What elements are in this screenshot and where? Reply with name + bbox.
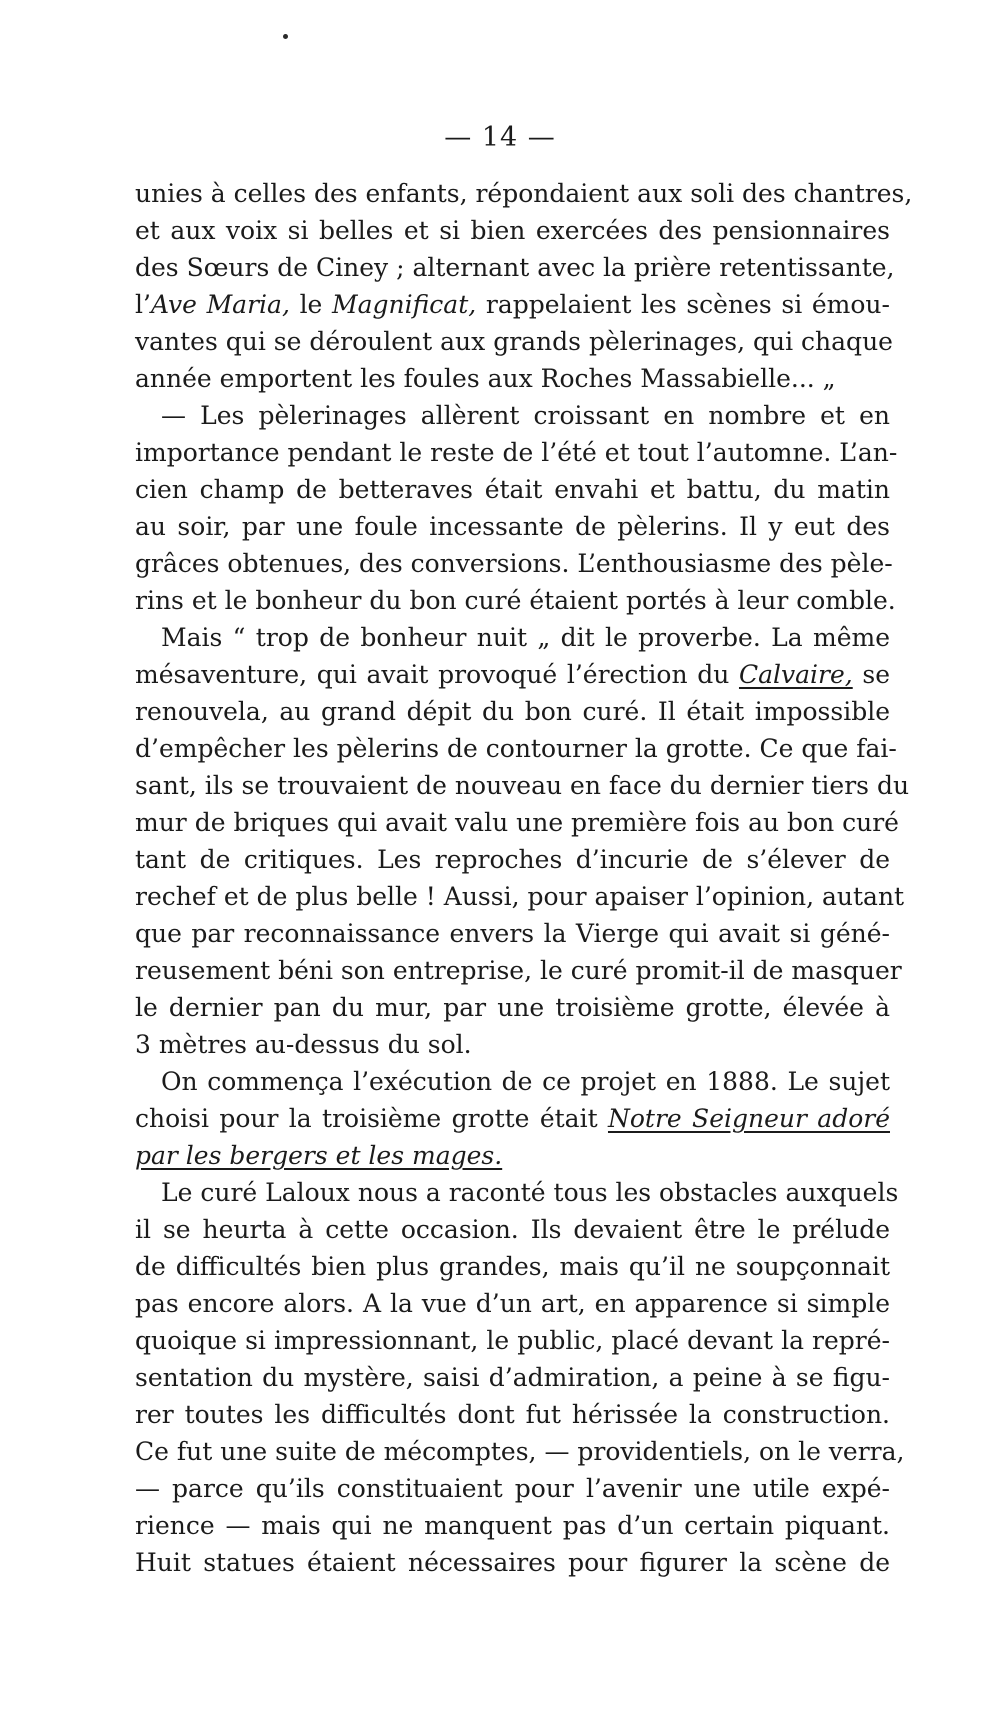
text-line [135,1470,890,1507]
text-line [135,841,890,878]
text-segment: de difficultés bien plus grandes, mais qu’il ne soupçonnait [135,1252,890,1281]
text-line [135,360,890,397]
italic-text-segment: Calvaire, [738,660,853,689]
text-segment: grâces obtenues, des conversions. L’enthousiasme des pèle- [135,549,893,578]
text-segment: et aux voix si belles et si bien exercées des pensionnaires [135,216,890,245]
text-line [135,656,890,693]
text-line [135,1063,890,1100]
text-line [135,1100,890,1137]
text-line [135,471,890,508]
text-segment: se [852,660,890,689]
text-line [135,212,890,249]
text-line [135,1544,890,1581]
text-segment: mésaventure, qui avait provoqué l’érection du [135,660,739,689]
text-segment: renouvela, au grand dépit du bon curé. Il était impossible [135,697,890,726]
text-line [135,249,895,286]
text-segment: Le curé Laloux nous a raconté tous les obstacles auxquels [161,1178,899,1207]
italic-text-segment: par les bergers et les mages. [135,1141,503,1170]
text-segment: rience — mais qui ne manquent pas d’un certain piquant. [135,1511,890,1540]
text-line [135,804,899,841]
text-segment: année emportent les foules aux Roches Massabielle... „ [135,364,836,393]
text-line [135,397,890,434]
text-line [135,1026,890,1063]
ink-speck [283,34,288,39]
text-segment: des Sœurs de Ciney ; alternant avec la prière retentissante, [135,253,895,282]
text-line [135,1322,890,1359]
text-line [135,323,893,360]
text-segment: 3 mètres au-dessus du sol. [135,1030,472,1059]
italic-text-segment: Magnificat, [332,290,477,319]
text-segment: le dernier pan du mur, par une troisième grotte, élevée à [135,993,890,1022]
text-segment: Ce fut une suite de mécomptes, — providentiels, on le verra, [135,1437,905,1466]
text-line [135,989,890,1026]
text-line [135,1174,899,1211]
text-segment: mur de briques qui avait valu une première fois au bon curé [135,808,899,837]
text-segment: d’empêcher les pèlerins de contourner la grotte. Ce que fai- [135,734,897,763]
text-line [135,508,890,545]
text-segment: sentation du mystère, saisi d’admiration, a peine à se figu- [135,1363,890,1392]
text-line [135,619,890,656]
text-segment: il se heurta à cette occasion. Ils devaient être le prélude [135,1215,890,1244]
text-segment: — Les pèlerinages allèrent croissant en nombre et en [161,401,890,430]
text-segment: rer toutes les difficultés dont fut hérissée la construction. [135,1400,890,1429]
text-segment: au soir, par une foule incessante de pèlerins. Il y eut des [135,512,890,541]
text-line [135,952,902,989]
text-segment: que par reconnaissance envers la Vierge qui avait si géné- [135,919,890,948]
text-line [135,1285,890,1322]
text-segment: rins et le bonheur du bon curé étaient portés à leur comble. [135,586,896,615]
text-line [135,434,898,471]
text-segment: — parce qu’ils constituaient pour l’avenir une utile expé- [135,1474,890,1503]
text-segment: reusement béni son entreprise, le curé promit-il de masquer [135,956,902,985]
text-line [135,1211,890,1248]
text-segment: pas encore alors. A la vue d’un art, en apparence si simple [135,1289,890,1318]
text-segment: sant, ils se trouvaient de nouveau en face du dernier tiers du [135,771,910,800]
text-line [135,582,896,619]
text-line [135,175,913,212]
text-segment: unies à celles des enfants, répondaient aux soli des chantres, [135,179,913,208]
text-segment: Huit statues étaient nécessaires pour figurer la scène de [135,1548,890,1577]
text-segment: vantes qui se déroulent aux grands pèlerinages, qui chaque [135,327,893,356]
text-segment: importance pendant le reste de l’été et tout l’automne. L’an- [135,438,898,467]
text-line [135,286,890,323]
text-line [135,1396,890,1433]
text-segment: choisi pour la troisième grotte était [135,1104,608,1133]
text-line [135,730,897,767]
text-line [135,767,910,804]
text-segment: tant de critiques. Les reproches d’incurie de s’élever de [135,845,890,874]
text-line [135,878,905,915]
italic-text-segment: Ave Maria, [150,290,290,319]
text-segment: rappelaient les scènes si émou- [476,290,890,319]
text-segment: Mais “ trop de bonheur nuit „ dit le proverbe. La même [161,623,890,652]
text-line [135,1433,905,1470]
text-line [135,1507,890,1544]
text-segment: l’ [135,290,151,319]
text-line [135,693,890,730]
italic-text-segment: Notre Seigneur adoré [607,1104,890,1133]
body-text [135,175,913,1581]
text-segment: On commença l’exécution de ce projet en 1888. Le sujet [161,1067,890,1096]
text-segment: cien champ de betteraves était envahi et battu, du matin [135,475,890,504]
text-line [135,545,893,582]
text-line [135,1248,890,1285]
text-line [135,1359,890,1396]
page-number: — 14 — [444,122,556,153]
text-line [135,915,890,952]
text-line [135,1137,890,1174]
text-segment: rechef et de plus belle ! Aussi, pour apaiser l’opinion, autant [135,882,905,911]
text-segment: quoique si impressionnant, le public, placé devant la repré- [135,1326,890,1355]
text-segment: le [289,290,333,319]
